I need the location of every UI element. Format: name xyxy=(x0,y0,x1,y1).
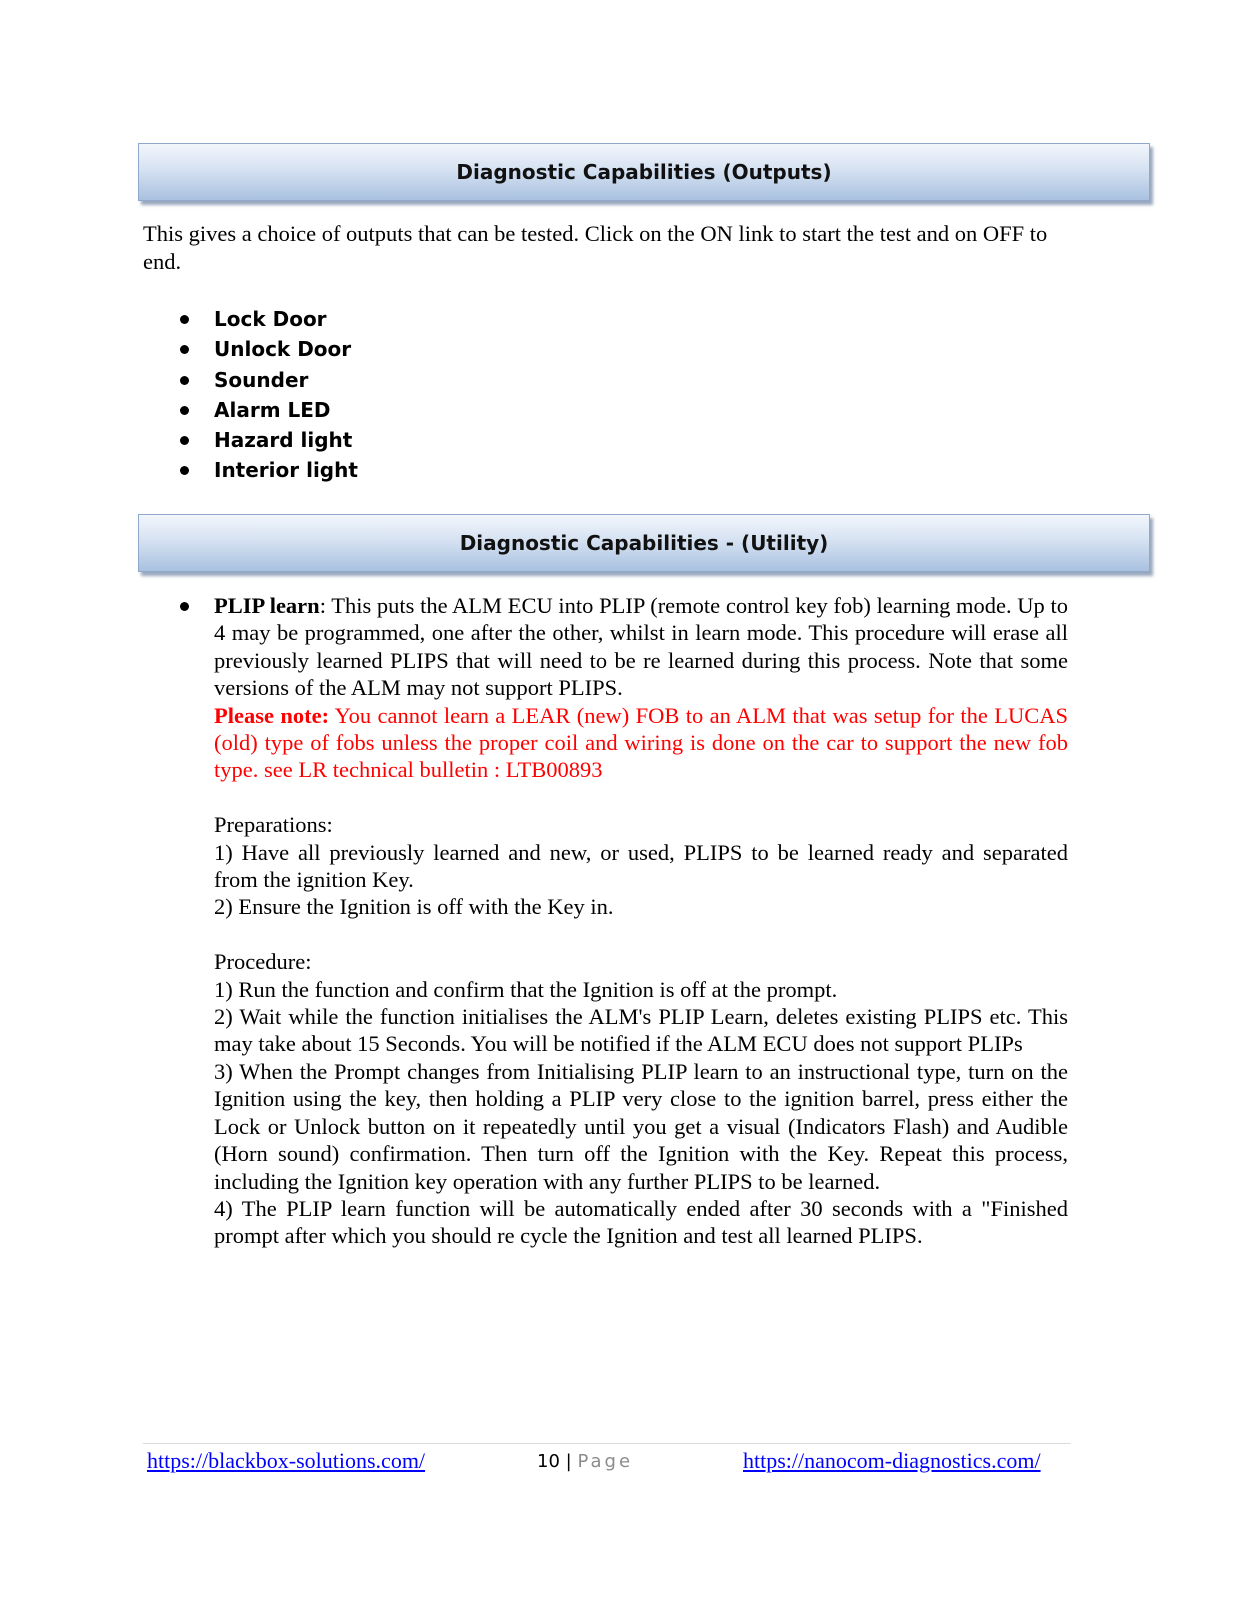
procedure-heading: Procedure: xyxy=(214,949,312,975)
list-item: Hazard light xyxy=(180,425,358,455)
bullet-icon xyxy=(180,466,189,475)
list-item: Sounder xyxy=(180,365,358,395)
bullet-icon xyxy=(180,436,189,445)
bullet-icon xyxy=(180,345,189,354)
outputs-section-title: Diagnostic Capabilities (Outputs) xyxy=(456,160,832,184)
note-label: Please note: xyxy=(214,702,330,728)
procedure-step: 3) When the Prompt changes from Initialising PLIP learn to an instructional type, turn on the Ignition using the key, then holding a PLIP very close to the ignition barrel, press either the Lock or Unlock button on it repeatedly until you get a visual (Indicators Flash) and Audible (Horn sound) confirmation. Then turn off the Ignition with the Key. Repeat this process, including the Ignition key operation with any further PLIPS to be learned. xyxy=(214,1058,1068,1194)
preparations-heading: Preparations: xyxy=(214,812,333,838)
procedure-step: 1) Run the function and confirm that the Ignition is off at the prompt. xyxy=(214,976,838,1002)
blackbox-link[interactable]: https://blackbox-solutions.com/ xyxy=(147,1448,426,1473)
bullet-icon xyxy=(180,376,189,385)
nanocom-link[interactable]: https://nanocom-diagnostics.com/ xyxy=(743,1448,1041,1473)
bullet-icon xyxy=(180,602,189,611)
outputs-list xyxy=(180,304,358,486)
procedure-step: 2) Wait while the function initialises the ALM's PLIP Learn, deletes existing PLIPS etc. This may take about 15 Seconds. You will be notified if the ALM ECU does not support PLIPs xyxy=(214,1004,1068,1057)
outputs-section-header xyxy=(138,143,1150,201)
bullet-icon xyxy=(180,315,189,324)
utility-section-title: Diagnostic Capabilities - (Utility) xyxy=(459,531,829,555)
list-item: Interior light xyxy=(180,455,358,485)
plip-learn-section xyxy=(214,592,1068,1250)
plip-description: PLIP learn: This puts the ALM ECU into PLIP (remote control key fob) learning mode. Up to 4 may be programmed, one after the other, whilst in learn mode. This procedure will erase all previously learned PLIPS that will need to be re learned during this process. Note that some versions of the ALM may not support PLIPS. xyxy=(214,593,1068,701)
page-number: 10 | Page xyxy=(537,1451,634,1472)
utility-section-header xyxy=(138,514,1150,572)
preparation-step: 2) Ensure the Ignition is off with the Key in. xyxy=(214,894,614,920)
bullet-icon xyxy=(180,406,189,415)
list-item: Lock Door xyxy=(180,304,358,334)
list-item: Unlock Door xyxy=(180,334,358,364)
plip-note: Please note: You cannot learn a LEAR (new) FOB to an ALM that was setup for the LUCAS (old) type of fobs unless the proper coil and wiring is done on the car to support the new fob type. see LR technical bulletin : LTB00893 xyxy=(214,702,1068,783)
procedure-step: 4) The PLIP learn function will be automatically ended after 30 seconds with a "Finished prompt after which you should re cycle the Ignition and test all learned PLIPS. xyxy=(214,1195,1068,1249)
outputs-intro: This gives a choice of outputs that can be tested. Click on the ON link to start the test and on OFF to end. xyxy=(143,221,1048,274)
footer-divider xyxy=(143,1443,1071,1444)
plip-term: PLIP learn xyxy=(214,593,320,618)
preparation-step: 1) Have all previously learned and new, or used, PLIPS to be learned ready and separated from the ignition Key. xyxy=(214,839,1068,893)
list-item: Alarm LED xyxy=(180,395,358,425)
